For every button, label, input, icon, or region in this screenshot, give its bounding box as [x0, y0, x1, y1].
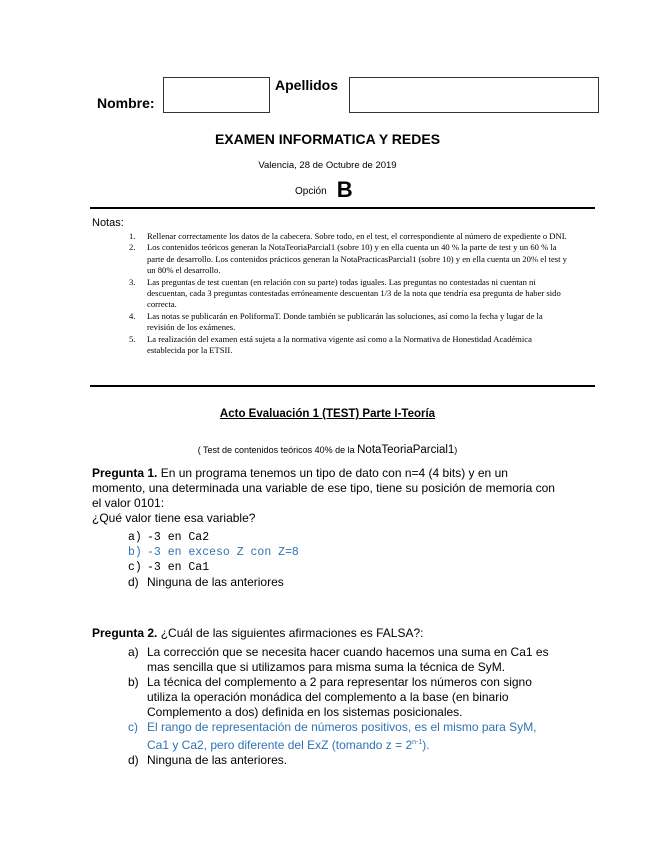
exam-title: EXAMEN INFORMATICA Y REDES: [214, 131, 441, 147]
answer-option-highlighted[interactable]: c) El rango de representación de números positivos, es el mismo para SyM, Ca1 y Ca2, pero diferente del ExZ (tomando $z = 2^{n-1}$).: [128, 720, 537, 752]
bottom-divider: [90, 385, 595, 387]
question-2-label: Pregunta 2.: [92, 626, 158, 640]
answer-option[interactable]: c) -3 en Ca1: [128, 561, 210, 574]
section-title: Acto Evaluación 1 (TEST) Parte I-Teoría: [219, 408, 436, 420]
answer-option[interactable]: a) -3 en Ca2: [128, 531, 210, 544]
question-1-text: En un programa tenemos un tipo de dato con n=4 (4 bits) y en un momento, una determinada una variable de ese tipo, tiene su posición de memoria con el valor 0101:: [92, 466, 555, 510]
option-value: B: [336, 177, 353, 202]
apellidos-label: Apellidos: [275, 77, 339, 93]
note-item: 4. Las notas se publicarán en PoliformaT. Donde también se publicarán las soluciones, así como la fecha y lugar de la revisión de los exámenes.: [129, 310, 543, 333]
answer-option[interactable]: a) La corrección que se necesita hacer cuando hacemos una suma en Ca1 es mas sencilla que si utilizamos para misma suma la técnica de SyM.: [128, 645, 549, 674]
note-item: 1. Rellenar correctamente los datos de la cabecera. Sobre todo, en el test, el correspondiente al número de expediente o DNI.: [129, 231, 567, 241]
apellidos-field[interactable]: [349, 77, 599, 113]
notes-list: [92, 231, 567, 356]
answer-option[interactable]: d) Ninguna de las anteriores: [128, 575, 284, 589]
nombre-field[interactable]: [163, 77, 270, 113]
note-item: 2. Los contenidos teóricos generan la NotaTeoriaParcial1 (sobre 10) y en ella cuenta un 40 % la parte de test y un 60 % la parte de desarrollo. Los contenidos prácticos generan la NotaPracticasParcial1 (sobre 10) y en ella cuenta un 20% el test y un 80% el desarrollo.: [129, 242, 567, 276]
question-1-label: Pregunta 1.: [92, 466, 158, 480]
note-item: 5. La realización del examen está sujeta a la normativa vigente así como a la Normativa de Honestidad Académica establecida por la ETSII.: [129, 333, 532, 356]
question-2-options: [128, 645, 558, 768]
note-item: 3. Las preguntas de test cuentan (en relación con su parte) todas iguales. Las preguntas no contestadas ni cuentan ni descuentan, cada 3 preguntas contestadas erróneamente descuentan 1/3 de la nota que tendría esa pregunta de haber sido correcta.: [129, 276, 561, 310]
exam-date: Valencia, 28 de Octubre de 2019: [258, 160, 397, 171]
top-divider: [90, 207, 595, 209]
section-subtitle: ( Test de contenidos teóricos 40% de la NotaTeoriaParcial1): [197, 444, 458, 456]
question-1: [92, 466, 562, 526]
nombre-label: Nombre:: [97, 95, 155, 111]
question-1-ask: ¿Qué valor tiene esa variable?: [92, 511, 256, 525]
answer-option[interactable]: b) La técnica del complemento a 2 para representar los números con signo utiliza la operación monádica del complemento a la base (en binario Complemento a dos) definida en los sistemas posicionales.: [128, 675, 532, 719]
notes-label: Notas:: [92, 217, 124, 229]
option-label: Opción: [295, 186, 327, 197]
exam-option: [295, 177, 353, 203]
question-2: [92, 626, 562, 641]
question-1-options: [128, 530, 558, 590]
answer-option[interactable]: d) Ninguna de las anteriores.: [128, 753, 288, 767]
answer-option-highlighted[interactable]: b) -3 en exceso Z con Z=8: [128, 546, 299, 559]
question-2-text: ¿Cuál de las siguientes afirmaciones es FALSA?:: [157, 626, 424, 640]
